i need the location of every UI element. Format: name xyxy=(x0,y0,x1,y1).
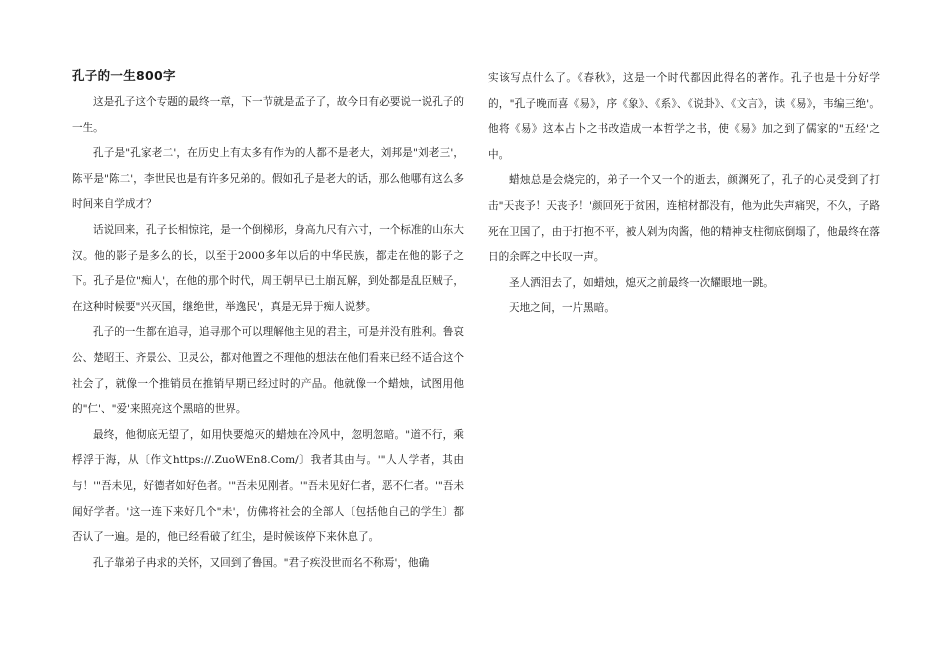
paragraph-intro: 这是孔子这个专题的最终一章，下一节就是孟子了，故今日有必要说一说孔子的一生。 xyxy=(72,96,464,134)
paragraph-candle-burns-out: 蜡烛总是会烧完的，弟子一个又一个的逝去，颜渊死了，孔子的心灵受到了打击"天丧予！天丧予！'颜回死于贫困，连棺材都没有，他为此失声痛哭，不久，子路死在卫国了，由于打抱不平，被人剁为肉酱，他的精神支柱彻底倒塌了，他最终在落日的余晖之中长叹一声。 xyxy=(488,174,880,264)
paragraph-second-son: 孔子是"孔家老二'，在历史上有太多有作为的人都不是老大，刘邦是"刘老三'，陈平是"陈二'，李世民也是有许多兄弟的。假如孔子是老大的话，那么他哪有这么多时间来自学成才？ xyxy=(72,147,464,211)
document-title: 孔子的一生800字 xyxy=(72,68,176,83)
left-column xyxy=(72,66,464,576)
paragraph-chunqiu-continued: 实该写点什么了。《春秋》，这是一个时代都因此得名的著作。孔子也是十分好学的，"孔子晚而喜《易》，序《象》、《系》、《说卦》、《文言》，读《易》，韦编三绝'。他将《易》这本占卜之书改造成一本哲学之书，使《易》加之到了儒家的"五经'之中。 xyxy=(488,72,880,161)
paragraph-return-to-lu: 孔子靠弟子冉求的关怀，又回到了鲁国。"君子疾没世而名不称焉'，他确 xyxy=(93,556,430,569)
right-column xyxy=(488,66,880,322)
paragraph-darkness: 天地之间，一片黑暗。 xyxy=(509,302,615,315)
paragraph-search-for-ruler: 孔子的一生都在追寻，追寻那个可以理解他主见的君主，可是并没有胜利。鲁哀公、楚昭王、齐景公、卫灵公，都对他置之不理他的想法在他们看来已经不适合这个社会了，就像一个推销员在推销早期已经过时的产品。他就像一个蜡烛，试图用他的"仁'、"爱'来照亮这个黑暗的世界。 xyxy=(72,326,464,416)
paragraph-sage-departs: 圣人洒泪去了，如蜡烛，熄灭之前最终一次耀眼地一跳。 xyxy=(509,276,774,289)
paragraph-despair: 最终，他彻底无望了，如用快要熄灭的蜡烛在冷风中，忽明忽暗。"道不行，乘桴浮于海，从〔作文https://.ZuoWEn8.Com/〕我者其由与。'"人人学者，其由与！'"吾未见，好德者如好色者。'"吾未见刚者。'"吾未见好仁者，恶不仁者。'"吾未闻好学者。'这一连下来好几个"未'，仿佛将社会的全部人〔包括他自己的学生〕都否认了一遍。是的，他已经看破了红尘，是时候该停下来休息了。 xyxy=(72,428,464,544)
paragraph-appearance: 话说回来，孔子长相惊诧，是一个倒梯形，身高九尺有六寸，一个标准的山东大汉。他的影子是多么的长，以至于2000多年以后的中华民族，都走在他的影子之下。孔子是位"痴人'，在他的那个时代，周王朝早已土崩瓦解，到处都是乱臣贼子，在这种时候要"兴灭国，继绝世，举逸民'，真是无异于痴人说梦。 xyxy=(72,223,464,313)
